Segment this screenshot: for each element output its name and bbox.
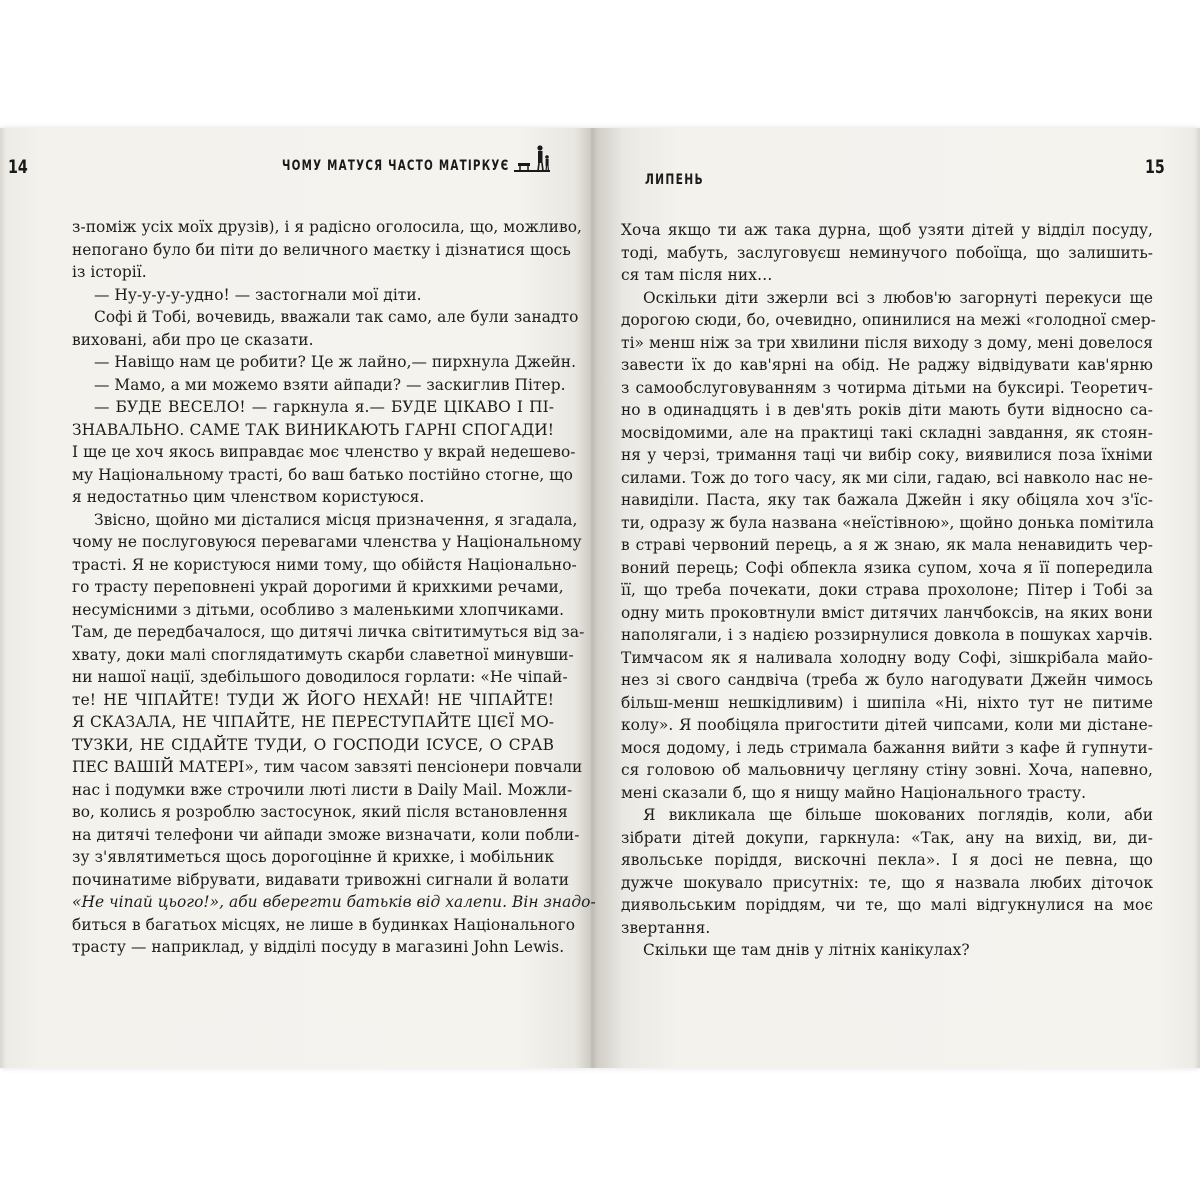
text-line: но в одинадцять і в дев'ять років діти мають бути відносно са- — [621, 401, 1153, 419]
text-line: ти, одразу ж була названа «неїстівною», щойно донька помітила — [621, 513, 1154, 532]
text-line: во, колись я розроблю застосунок, який після встановлення — [72, 803, 568, 821]
text-line: навиділи. Паста, яку так бажала Джейн і яку обіцяла хоч з'їс- — [621, 491, 1153, 509]
text-line: наполягали, і з надією роззирнулися довкола в пошуках харчів. — [621, 626, 1153, 644]
text-line: го трасту переповнені украй дорогими й крихкими речами, — [72, 578, 564, 596]
text-line: зібрати дітей докупи, гаркнула: «Так, ану на вихід, ви, ди- — [621, 828, 1153, 847]
text-line: ся там після них… — [621, 266, 773, 284]
text-line: з самообслуговуванням з чотирма дітьми на буксирі. Теоретич- — [621, 378, 1153, 397]
text-line: — Ну-у-у-у-удно! — застогнали мої діти. — [94, 285, 422, 304]
left-page-body — [72, 216, 596, 959]
text-line: явольське поріддя, вискочні пекла». І я досі не певна, що — [621, 851, 1153, 869]
text-line: силами. Тож до того часу, як ми сіли, гадаю, всі навколо нас не- — [621, 468, 1153, 487]
text-line: «Не чіпай цього!», аби вберегти батьків від халепи. Він знадо- — [72, 893, 596, 911]
text-line: тоді, мабуть, заслуговуєш неминучого побоїща, що залишить- — [621, 243, 1153, 262]
text-line: му Національному трасті, бо ваш батько постійно стогне, що — [72, 465, 573, 484]
text-line: диявольським поріддям, чи те, що малі відгукнулися на моє — [621, 896, 1153, 914]
text-line: колу». Я пообіцяла пригостити дітей чипсами, коли ми дістане- — [621, 716, 1153, 734]
text-line: Звісно, щойно ми дісталися місця призначення, я згадала, — [94, 510, 578, 529]
text-line: ТУЗКИ, НЕ СІДАЙТЕ ТУДИ, О ГОСПОДИ ІСУСЕ, О СРАВ — [72, 735, 554, 754]
text-line: ня у черзі, тримання таці чи вибір соку, виявилися поза їхніми — [621, 446, 1153, 464]
text-line: нас і подумки вже строчили люті листи в Daily Mail. Можли- — [72, 780, 573, 799]
text-line: несумісними з дітьми, особливо з маленькими хлопчиками. — [72, 600, 565, 619]
text-line: хвату, доки малі споглядатимуть скарби славетної минувши- — [72, 645, 574, 664]
text-line: я недостатньо цим членством користуюся. — [72, 488, 425, 506]
text-line: її, що треба почекати, доки страва прохолоне; Пітер і Тобі за — [621, 581, 1153, 599]
text-line: мосвідомими, але на практиці такі складні завдання, як стоян- — [621, 423, 1153, 442]
text-line: Там, де передбачалося, що дитячі личка світитимуться від за- — [72, 623, 585, 641]
text-line: чому не послуговуюся перевагами членства у Національному — [72, 533, 582, 551]
text-line: більш-менш нешкідливим) і шипіла «Ні, ніхто тут не питиме — [621, 693, 1153, 712]
text-line: Оскільки діти зжерли всі з любов'ю загорнуті перекуси ще — [643, 288, 1153, 307]
text-line: мося додому, і ледь стримала бажання вийти з кафе й гупнути- — [621, 738, 1153, 757]
right-page-number: 15 — [1145, 156, 1165, 178]
text-line: Скільки ще там днів у літніх канікулах? — [643, 941, 970, 959]
text-line: ПЕС ВАШІЙ МАТЕРІ», тим часом завзяті пенсіонери повчали — [72, 758, 583, 776]
text-line: Хоча якщо ти аж така дурна, щоб узяти дітей у відділ посуду, — [621, 221, 1153, 239]
text-line: ЗНАВАЛЬНО. САМЕ ТАК ВИНИКАЮТЬ ГАРНІ СПОГАДИ! — [72, 420, 554, 439]
text-line: одну мить проковтнули вміст дитячих ланчбоксів, на яких вони — [621, 603, 1153, 622]
mother-and-child-icon — [512, 142, 552, 178]
text-line: із історії. — [72, 263, 147, 281]
text-line: дужче шокувало присутніх: те, що я назвала любих діточок — [621, 873, 1153, 892]
text-line: зу з'являтиметься щось дорогоцінне й крихке, і мобільник — [72, 848, 554, 866]
text-line: те! НЕ ЧІПАЙТЕ! ТУДИ Ж ЙОГО НЕХАЙ! НЕ ЧІПАЙТЕ! — [72, 690, 554, 709]
text-line: трасту — наприклад, у відділі посуду в магазині John Lewis. — [72, 938, 565, 956]
text-line: биться в багатьох місцях, не лише в будинках Національного — [72, 915, 576, 934]
text-line: ни нашої нації, здебільшого доводилося горлати: «Не чіпай- — [72, 668, 568, 686]
text-line: з-поміж усіх моїх друзів), і я радісно оголосила, що, можливо, — [72, 218, 582, 236]
text-line: воний перець; Софі обпекла язика супом, хоча я її попередила — [621, 558, 1153, 577]
text-line: Тимчасом як я наливала холодну воду Софі, зішкрібала майо- — [621, 648, 1153, 667]
text-line: на дитячі телефони чи айпади зможе визначати, коли побли- — [72, 825, 580, 844]
text-line: ся головою об мальовничу цегляну стіну зовні. Хоча, напевно, — [621, 761, 1153, 779]
text-line: Я викликала ще більше шокованих поглядів, коли, аби — [643, 806, 1153, 824]
text-line: завести їх до кав'ярні на обід. Не раджу відвідувати кав'ярню — [621, 356, 1153, 374]
text-line: дорогою сюди, бо, очевидно, опинилися на межі «голодної смер- — [621, 311, 1156, 329]
text-line: починатиме вібрувати, видавати тривожні сигнали й волати — [72, 870, 570, 889]
text-line: непогано було би піти до величного маєтку і дізнатися щось — [72, 240, 571, 259]
text-line: трасті. Я не користуюся ними тому, що обійстя Національно- — [72, 555, 577, 574]
text-line: — Мамо, а ми можемо взяти айпади? — заскиглив Пітер. — [94, 375, 566, 394]
text-line: виховані, аби про це сказати. — [72, 330, 314, 349]
book-spread — [0, 128, 1200, 1068]
text-line: — БУДЕ ВЕСЕЛО! — гаркнула я.— БУДЕ ЦІКАВО І ПІ- — [94, 398, 554, 416]
right-running-header: ЛИПЕНЬ — [645, 172, 704, 188]
text-line: Я СКАЗАЛА, НЕ ЧІПАЙТЕ, НЕ ПЕРЕСТУПАЙТЕ ЦІЄЇ МО- — [72, 713, 554, 731]
text-line: — Навіщо нам це робити? Це ж лайно,— пирхнула Джейн. — [94, 353, 577, 371]
left-page — [0, 128, 596, 1068]
text-line: ті» менш ніж за три хвилини після виходу з дому, мені довелося — [621, 333, 1153, 352]
text-line: звертання. — [621, 918, 711, 937]
text-line: І ще це хоч якось виправдає моє членство у вкрай недешево- — [72, 443, 576, 461]
left-page-number: 14 — [8, 156, 28, 178]
left-running-header: ЧОМУ МАТУСЯ ЧАСТО МАТІРКУЄ — [282, 158, 510, 174]
text-line: Софі й Тобі, вочевидь, вважали так само, але були занадто — [94, 308, 579, 326]
right-page-body — [621, 219, 1156, 962]
text-line: нез зі свого сандвіча (треба ж було нагодувати Джейн чимось — [621, 671, 1153, 689]
text-line: в страві червоний перець, а я ж знаю, як мала ненавидить чер- — [621, 536, 1153, 554]
right-page — [600, 128, 1200, 1068]
text-line: мені сказали б, що я нищу майно Національного трасту. — [621, 783, 1087, 802]
